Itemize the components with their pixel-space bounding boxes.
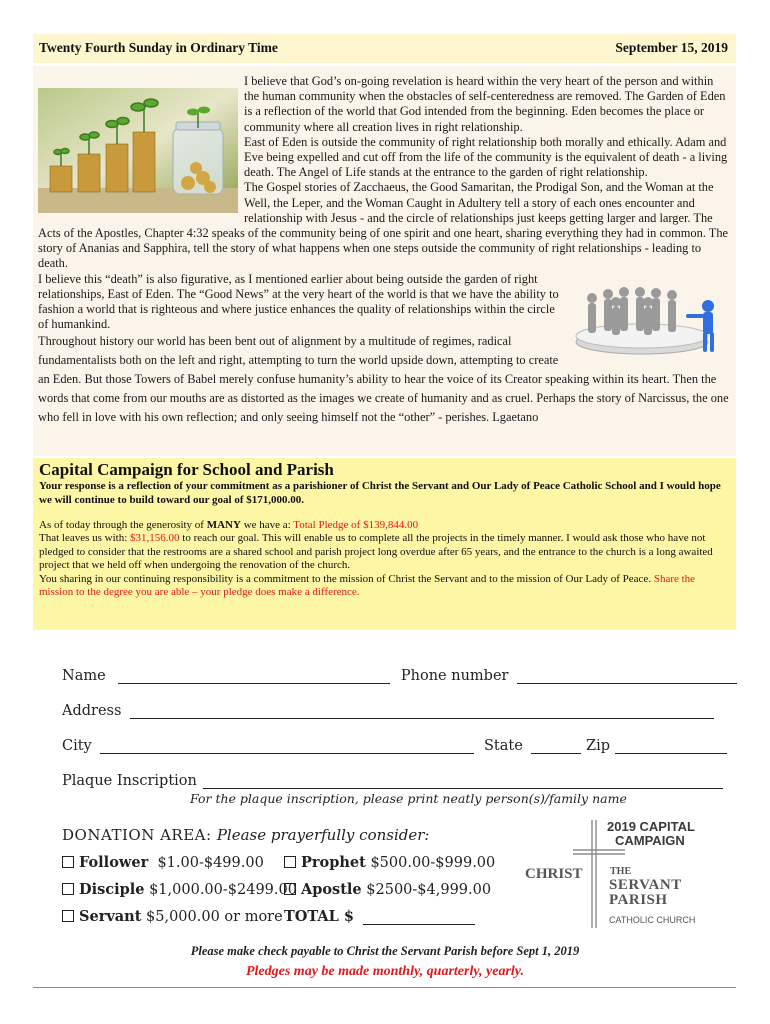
option-follower[interactable]: Follower $1.00-$499.00 <box>62 854 264 871</box>
many-emphasis: MANY <box>206 519 241 531</box>
phone-field[interactable] <box>517 669 737 684</box>
parish-logo <box>525 818 715 930</box>
coins-seedlings-image <box>38 88 238 213</box>
zip-label: Zip <box>586 738 611 754</box>
state-label: State <box>483 738 523 754</box>
name-row <box>62 668 737 684</box>
reflection-paragraph-1: I believe that God’s on-going revelation is heard within the very heart of the person and within the human community when the obstacles of self-centeredness are removed. The Garden of Eden is a reflection of the world that God intended from the beginning. Eden becomes the place or community where all creation lives in right relationship. <box>244 74 726 134</box>
sharing-text: You sharing in our continuing responsibility is a commitment to the mission of Christ the Servant and to the mission of Our Lady of Peace. Share the mission to the degree you are able – your pledge does make a difference. <box>39 572 696 599</box>
donation-area-title: DONATION AREA: Please prayerfully consider: <box>62 826 430 844</box>
phone-label: Phone number <box>400 668 509 684</box>
plaque-hint: For the plaque inscription, please print neatly person(s)/family name <box>190 791 627 806</box>
pledge-status: As of today through the generosity of MANY we have a: Total Pledge of $139,844.00 <box>39 519 419 531</box>
disciple-checkbox[interactable] <box>62 883 74 895</box>
plaque-label: Plaque Inscription <box>62 773 197 789</box>
logo-parish: PARISH <box>609 892 668 908</box>
campaign-lead: Your response is a reflection of your commitment as a parishioner of Christ the Servant and Our Lady of Peace Catholic School and I would hope we will continue to build toward our goal of $171,000.00. <box>39 480 721 506</box>
total-label: TOTAL $ <box>284 908 355 925</box>
campaign-title: Capital Campaign for School and Parish <box>39 460 334 479</box>
reflection-paragraph-4: I believe this “death” is also figurative, as I mentioned earlier about being outside the garden of right relationships, East of Eden. The “Good News” at the very heart of the world is that we have the ability to fashion a world that is righteous and where justice enhances the quality of relationships within the circle of humankind. <box>38 271 559 332</box>
logo-catholic-church: CATHOLIC CHURCH <box>609 915 696 925</box>
share-mission-text: Share the mission to the degree you are able – your pledge does make a difference. <box>39 572 696 599</box>
bulletin-header <box>33 34 736 63</box>
state-field[interactable] <box>531 739 581 754</box>
option-prophet[interactable]: Prophet $500.00-$999.00 <box>284 854 495 871</box>
total-field[interactable] <box>363 910 475 925</box>
city-label: City <box>62 738 92 754</box>
logo-christ: CHRIST <box>525 866 583 882</box>
option-disciple[interactable]: Disciple $1,000.00-$2499.00 <box>62 881 297 898</box>
reflection-paragraph-2: East of Eden is outside the community of right relationship both morally and ethically. Adam and Eve being expelled and cut off from the life of the community is the equivalent of death - a living death. The Angel of Life stands at the entrance to the garden of right relationship. <box>244 134 728 180</box>
follower-checkbox[interactable] <box>62 856 74 868</box>
donation-subtitle: Please prayerfully consider: <box>216 826 430 844</box>
apostle-checkbox[interactable] <box>284 883 296 895</box>
prophet-checkbox[interactable] <box>284 856 296 868</box>
bulletin-date: September 15, 2019 <box>615 40 728 55</box>
remaining-amount: $31,156.00 <box>130 532 180 545</box>
logo-servant: SERVANT <box>609 877 682 893</box>
bottom-divider <box>33 987 736 988</box>
reflection-text <box>38 74 730 427</box>
name-label: Name <box>62 668 106 684</box>
option-apostle[interactable]: Apostle $2500-$4,999.00 <box>284 881 491 898</box>
total-row <box>284 908 475 925</box>
plaque-field[interactable] <box>203 774 723 789</box>
reflection-paragraph-3: The Gospel stories of Zacchaeus, the Good Samaritan, the Prodigal Son, and the Woman at the Well, the Leper, and the Woman Caught in Adultery tell a story of each ones encounter and relationship with Jesus - and the circle of relationships just keeps getting larger and larger. The Acts of the Apostles, Chapter 4:32 speaks of the community being of one spirit and one heart, sharing everything they had in common. The story of Ananias and Sapphira, tell the story of what happens when one steps outside the community of right relationships - leading to death. <box>38 180 729 271</box>
city-row <box>62 738 727 754</box>
reflection-paragraph-5: Throughout history our world has been bent out of alignment by a multitude of regimes, radical fundamentalists both on the left and right, attempting to turn the world upside down, attempting to create an Eden. But those Towers of Babel merely confuse humanity’s ability to hear the voice of its Creator speaking within its heart. Then the words that come from our mouths are as distorted as the images we create of humanity and as cruel. Perhaps the story of Narcissus, the one who fell in love with his own reflection; and only seeing himself not the “other” - perishes. Lgaetano <box>38 334 729 425</box>
zip-field[interactable] <box>615 739 727 754</box>
address-row <box>62 703 714 719</box>
campaign-body <box>39 519 731 599</box>
address-field[interactable] <box>130 704 714 719</box>
city-field[interactable] <box>100 739 474 754</box>
option-servant[interactable]: Servant $5,000.00 or more <box>62 908 283 925</box>
logo-campaign-label: 2019 CAPITAL CAMPAIGN <box>607 819 695 848</box>
check-instructions: Please make check payable to Christ the Servant Parish before Sept 1, 2019 <box>190 944 580 958</box>
bulletin-title: Twenty Fourth Sunday in Ordinary Time <box>39 40 278 55</box>
name-field[interactable] <box>118 669 390 684</box>
figures-platform-image <box>570 276 730 358</box>
logo-the: THE <box>610 866 632 877</box>
reflection-section <box>33 66 736 456</box>
pledge-frequency: Pledges may be made monthly, quarterly, yearly. <box>245 964 524 979</box>
address-label: Address <box>62 703 122 719</box>
remaining-status: That leaves us with: $31,156.00 to reach our goal. This will enable us to complete all the projects in the timely manner. I would ask those who have not pledged to consider that the restrooms are a shared school and parish project long overdue after 65 years, and the entrance to the church is a long awaited project that we held off when undergoing the renovation of the church. <box>39 532 713 572</box>
servant-checkbox[interactable] <box>62 910 74 922</box>
capital-campaign-section <box>33 458 736 630</box>
plaque-row <box>62 773 723 789</box>
total-pledge: Total Pledge of $139,844.00 <box>293 519 419 531</box>
